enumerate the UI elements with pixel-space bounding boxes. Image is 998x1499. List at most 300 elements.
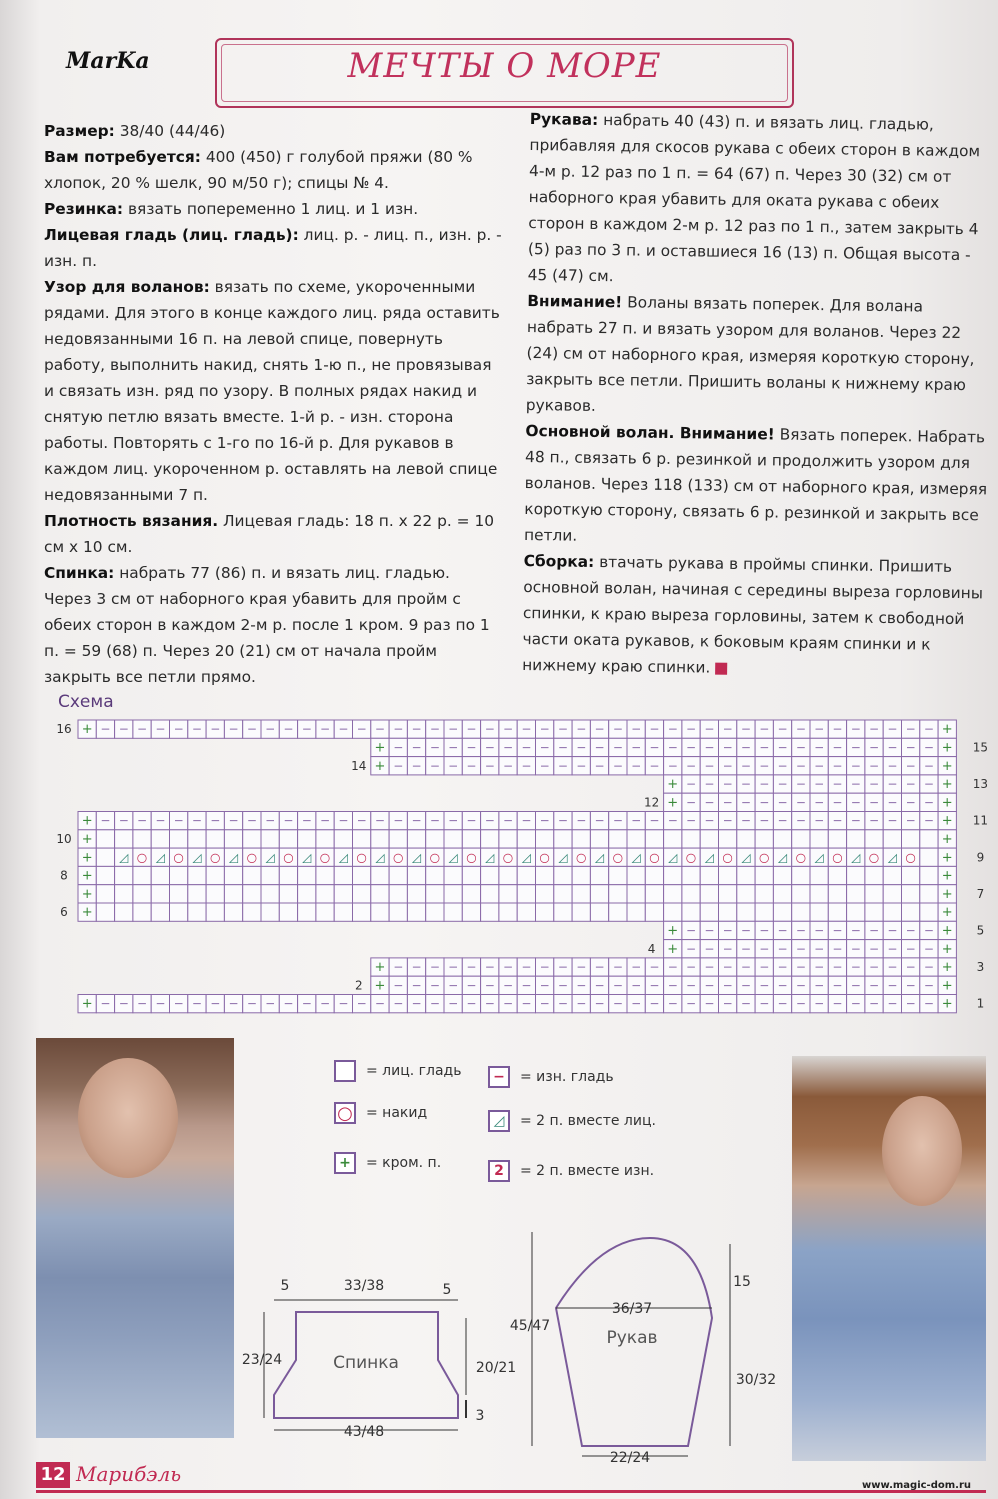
purl-stitch-icon: −	[631, 960, 642, 975]
purl-stitch-icon: −	[667, 960, 678, 975]
row-number-left: 8	[60, 868, 68, 883]
purl-stitch-icon: −	[191, 996, 202, 1011]
purl-stitch-icon: −	[905, 813, 916, 828]
purl-stitch-icon: −	[832, 941, 843, 956]
purl-stitch-icon: −	[265, 813, 276, 828]
purl-stitch-icon: −	[246, 722, 257, 737]
purl-stitch-icon: −	[466, 740, 477, 755]
edge-stitch-icon: +	[941, 886, 953, 902]
purl-stitch-icon: −	[521, 960, 532, 975]
purl-stitch-icon: −	[521, 978, 532, 993]
purl-stitch-icon: −	[686, 978, 697, 993]
paragraph-sleeves: Рукава: набрать 40 (43) п. и вязать лиц. гладью, прибавляя для скосов рукава с обеих сторон в каждом 4-м р. 12 раз по 1 п. = 64 (67) п. Через 30 (32) см от наборного края убавить для оката рукава с обеих сторон в каждом 2-м р. 12 раз по 1 п., затем закрыть 4 (5) раз по 3 п. и оставшиеся 16 (13) п. Общая высота - 45 (47) см.	[527, 109, 981, 286]
purl-stitch-icon: −	[759, 758, 770, 773]
yarn-over-icon: ○	[173, 850, 184, 865]
purl-stitch-icon: −	[631, 978, 642, 993]
edge-stitch-icon: +	[941, 795, 953, 811]
purl-stitch-icon: −	[649, 740, 660, 755]
purl-stitch-icon: −	[521, 813, 532, 828]
purl-stitch-icon: −	[759, 722, 770, 737]
purl-stitch-icon: −	[795, 722, 806, 737]
purl-stitch-icon: −	[905, 996, 916, 1011]
purl-stitch-icon: −	[722, 777, 733, 792]
purl-stitch-icon: −	[869, 941, 880, 956]
purl-stitch-icon: −	[594, 960, 605, 975]
purl-stitch-icon: −	[850, 777, 861, 792]
k2tog-icon: ◿	[228, 850, 239, 865]
purl-stitch-icon: −	[118, 813, 129, 828]
purl-stitch-icon: −	[649, 813, 660, 828]
purl-stitch-icon: −	[905, 722, 916, 737]
purl-stitch-icon: −	[429, 758, 440, 773]
purl-stitch-icon: −	[905, 941, 916, 956]
edge-stitch-icon: +	[81, 831, 93, 847]
purl-stitch-icon: −	[594, 996, 605, 1011]
purl-stitch-icon: −	[594, 813, 605, 828]
purl-stitch-icon: −	[740, 777, 751, 792]
purl-stitch-icon: −	[704, 795, 715, 810]
k2tog-icon: ◿	[594, 850, 605, 865]
row-number-left: 14	[351, 758, 367, 773]
purl-stitch-icon: −	[814, 996, 825, 1011]
purl-stitch-icon: −	[887, 813, 898, 828]
purl-stitch-icon: −	[704, 758, 715, 773]
purl-stitch-icon: −	[667, 978, 678, 993]
yarn-over-icon: ○	[868, 850, 880, 865]
purl-stitch-icon: −	[448, 722, 459, 737]
purl-stitch-icon: −	[557, 960, 568, 975]
edge-stitch-icon: +	[374, 960, 386, 976]
purl-stitch-icon: −	[466, 978, 477, 993]
purl-stitch-icon: −	[246, 813, 257, 828]
purl-stitch-icon: −	[923, 923, 934, 938]
purl-stitch-icon: −	[704, 722, 715, 737]
magazine-name: Марибэль	[76, 1462, 182, 1486]
purl-stitch-icon: −	[832, 960, 843, 975]
purl-stitch-icon: −	[722, 978, 733, 993]
purl-stitch-icon: −	[923, 722, 934, 737]
purl-stitch-icon: −	[795, 960, 806, 975]
purl-stitch-icon: −	[503, 813, 514, 828]
purl-stitch-icon: −	[466, 758, 477, 773]
p2tog-icon: 2	[488, 1160, 510, 1182]
purl-stitch-icon: −	[521, 996, 532, 1011]
purl-stitch-icon: −	[759, 795, 770, 810]
brand-logo: MarKa	[66, 48, 150, 74]
purl-stitch-icon: −	[557, 978, 568, 993]
purl-stitch-icon: −	[814, 978, 825, 993]
purl-stitch-icon: −	[777, 923, 788, 938]
purl-stitch-icon: −	[686, 813, 697, 828]
purl-stitch-icon: −	[448, 740, 459, 755]
purl-stitch-icon: −	[155, 813, 166, 828]
yarn-over-icon: ○	[539, 850, 550, 865]
purl-stitch-icon: −	[887, 923, 898, 938]
back-left-offset: 5	[280, 1278, 290, 1294]
purl-stitch-icon: −	[686, 996, 697, 1011]
purl-stitch-icon: −	[521, 722, 532, 737]
purl-stitch-icon: −	[777, 813, 788, 828]
purl-stitch-icon: −	[320, 996, 331, 1011]
purl-stitch-icon: −	[795, 795, 806, 810]
purl-stitch-icon: −	[777, 978, 788, 993]
purl-stitch-icon: −	[374, 813, 385, 828]
row-number-right: 5	[976, 923, 985, 938]
purl-stitch-icon: −	[539, 722, 550, 737]
purl-stitch-icon: −	[832, 777, 843, 792]
purl-stitch-icon: −	[137, 996, 148, 1011]
row-number-right: 3	[976, 960, 985, 975]
purl-stitch-icon: −	[923, 978, 934, 993]
purl-stitch-icon: −	[338, 813, 349, 828]
k2tog-icon: ◿	[887, 850, 897, 865]
purl-stitch-icon: −	[411, 996, 422, 1011]
edge-stitch-icon: +	[374, 758, 386, 774]
edge-stitch-icon: +	[941, 941, 953, 957]
purl-stitch-icon: −	[795, 777, 806, 792]
back-top-dim: 33/38	[343, 1278, 385, 1294]
purl-stitch-icon: −	[155, 722, 166, 737]
purl-stitch-icon: −	[667, 813, 678, 828]
purl-stitch-icon: −	[795, 813, 806, 828]
legend-p2tog: 2 = 2 п. вместе изн.	[488, 1160, 654, 1182]
paragraph-main-ruffle: Основной волан. Внимание! Вязать поперек. Набрать 48 п., связать 6 р. резинкой и продолжить узором для воланов. Через 118 (133) см от наборного края, измеряя короткую сторону, связать 6 р. резинкой и закрыть все петли.	[523, 421, 988, 545]
row-number-right: 1	[976, 996, 985, 1011]
purl-stitch-icon: −	[923, 960, 934, 975]
k2tog-icon: ◿	[851, 850, 861, 865]
paragraph-ribbing: Резинка: вязать попеременно 1 лиц. и 1 изн.	[44, 200, 419, 218]
purl-stitch-icon: −	[484, 996, 495, 1011]
edge-stitch-icon: +	[81, 905, 93, 921]
purl-stitch-icon: −	[704, 740, 715, 755]
purl-stitch-icon: −	[832, 758, 843, 773]
purl-stitch-icon: −	[631, 740, 642, 755]
k2tog-icon: ◿	[411, 850, 422, 865]
purl-stitch-icon: −	[686, 960, 697, 975]
purl-stitch-icon: −	[740, 996, 751, 1011]
yarn-over-icon: ○	[466, 850, 477, 865]
purl-stitch-icon: −	[759, 813, 770, 828]
row-number-left: 12	[643, 795, 660, 810]
row-number-left: 4	[647, 941, 656, 956]
edge-stitch-icon: +	[667, 941, 679, 957]
yarn-over-icon: ○	[612, 850, 624, 865]
purl-stitch-icon: −	[704, 813, 715, 828]
edge-stitch-icon: +	[941, 978, 953, 994]
k2tog-icon: ◿	[155, 850, 165, 865]
k2tog-icon: ◿	[488, 1110, 510, 1132]
purl-stitch-icon: −	[393, 960, 404, 975]
purl-stitch-icon: −	[594, 978, 605, 993]
k2tog-icon: ◿	[668, 850, 678, 865]
purl-stitch-icon: −	[667, 740, 678, 755]
sleeve-label: Рукав	[606, 1328, 658, 1348]
purl-stitch-icon: −	[905, 777, 916, 792]
purl-stitch-icon: −	[631, 813, 642, 828]
purl-stitch-icon: −	[503, 758, 514, 773]
purl-stitch-icon: −	[393, 978, 404, 993]
purl-stitch-icon: −	[795, 758, 806, 773]
purl-stitch-icon: −	[374, 996, 385, 1011]
purl-stitch-icon: −	[466, 996, 477, 1011]
edge-stitch-icon: +	[941, 960, 953, 976]
purl-stitch-icon: −	[777, 740, 788, 755]
yarn-over-icon: ○	[685, 850, 697, 865]
purl-stitch-icon: −	[265, 996, 276, 1011]
purl-stitch-icon: −	[923, 740, 934, 755]
purl-stitch-icon: −	[759, 978, 770, 993]
k2tog-icon: ◿	[777, 850, 788, 865]
purl-stitch-icon: −	[905, 795, 916, 810]
purl-stitch-icon: −	[649, 722, 660, 737]
purl-stitch-icon: −	[686, 722, 697, 737]
purl-stitch-icon: −	[576, 758, 587, 773]
purl-stitch-icon: −	[832, 978, 843, 993]
purl-stitch-icon: −	[649, 996, 660, 1011]
purl-stitch-icon: −	[539, 813, 550, 828]
purl-stitch-icon: −	[484, 758, 495, 773]
purl-stitch-icon: −	[832, 923, 843, 938]
paragraph-back: Спинка: набрать 77 (86) п. и вязать лиц. гладью. Через 3 см от наборного края убавить для пройм с обеих сторон в каждом 2-м р. после 1 кром. 9 раз по 1 п. = 59 (68) п. Через 20 (21) см от начала пройм закрыть все петли прямо.	[44, 564, 490, 686]
purl-stitch-icon: −	[210, 722, 221, 737]
purl-stitch-icon: −	[667, 996, 678, 1011]
purl-stitch-icon: −	[191, 813, 202, 828]
purl-stitch-icon: −	[356, 722, 367, 737]
edge-stitch-icon: +	[334, 1152, 356, 1174]
purl-stitch-icon: −	[667, 758, 678, 773]
purl-stitch-icon: −	[686, 941, 697, 956]
back-label: Спинка	[333, 1353, 399, 1373]
footer-rule	[36, 1490, 986, 1493]
edge-stitch-icon: +	[941, 813, 953, 829]
purl-stitch-icon: −	[869, 740, 880, 755]
row-number-left: 2	[354, 978, 363, 993]
purl-stitch-icon: −	[887, 722, 898, 737]
purl-stitch-icon: −	[722, 923, 733, 938]
purl-stitch-icon: −	[137, 722, 148, 737]
k2tog-icon: ◿	[375, 850, 385, 865]
k2tog-icon: ◿	[631, 850, 641, 865]
purl-stitch-icon: −	[923, 777, 934, 792]
purl-stitch-icon: −	[283, 722, 294, 737]
purl-stitch-icon: −	[740, 941, 751, 956]
yarn-over-icon: ○	[319, 850, 331, 865]
edge-stitch-icon: +	[941, 831, 953, 847]
purl-stitch-icon: −	[704, 923, 715, 938]
purl-symbol-icon: −	[488, 1066, 510, 1088]
purl-stitch-icon: −	[704, 941, 715, 956]
k2tog-icon: ◿	[558, 850, 568, 865]
purl-stitch-icon: −	[503, 996, 514, 1011]
purl-stitch-icon: −	[393, 740, 404, 755]
legend-k2tog: ◿ = 2 п. вместе лиц.	[488, 1110, 656, 1132]
k2tog-icon: ◿	[704, 850, 714, 865]
purl-stitch-icon: −	[759, 740, 770, 755]
purl-stitch-icon: −	[448, 960, 459, 975]
purl-stitch-icon: −	[832, 795, 843, 810]
purl-stitch-icon: −	[228, 996, 239, 1011]
purl-stitch-icon: −	[137, 813, 148, 828]
purl-stitch-icon: −	[795, 923, 806, 938]
row-number-right: 11	[972, 813, 989, 828]
purl-stitch-icon: −	[100, 722, 111, 737]
yarn-over-icon: ○	[722, 850, 733, 865]
purl-stitch-icon: −	[320, 813, 331, 828]
purl-stitch-icon: −	[759, 923, 770, 938]
purl-stitch-icon: −	[869, 777, 880, 792]
purl-stitch-icon: −	[686, 777, 697, 792]
legend-yarn-over: ○ = накид	[334, 1102, 427, 1124]
purl-stitch-icon: −	[612, 758, 623, 773]
purl-stitch-icon: −	[686, 795, 697, 810]
edge-stitch-icon: +	[374, 978, 386, 994]
yarn-over-icon: ○	[210, 850, 221, 865]
edge-stitch-icon: +	[941, 923, 953, 939]
purl-stitch-icon: −	[722, 740, 733, 755]
purl-stitch-icon: −	[429, 813, 440, 828]
purl-stitch-icon: −	[631, 996, 642, 1011]
page-number: 12	[36, 1462, 70, 1488]
purl-stitch-icon: −	[539, 978, 550, 993]
purl-stitch-icon: −	[814, 758, 825, 773]
purl-stitch-icon: −	[173, 996, 184, 1011]
purl-stitch-icon: −	[557, 996, 568, 1011]
purl-stitch-icon: −	[814, 813, 825, 828]
purl-stitch-icon: −	[210, 813, 221, 828]
paragraph-assembly: Сборка: втачать рукава в проймы спинки. Пришить основной волан, начиная с середины выреза горловины спинки, к краю выреза горловины, затем к свободной части оката рукавов, к боковым краям спинки и к нижнему краю спинки.	[522, 551, 984, 677]
k2tog-icon: ◿	[448, 850, 458, 865]
purl-stitch-icon: −	[905, 960, 916, 975]
purl-stitch-icon: −	[301, 996, 312, 1011]
purl-stitch-icon: −	[265, 722, 276, 737]
purl-stitch-icon: −	[850, 722, 861, 737]
legend-edge-stitch: + = кром. п.	[334, 1152, 441, 1174]
yarn-over-icon: ○	[649, 850, 660, 865]
purl-stitch-icon: −	[576, 996, 587, 1011]
purl-stitch-icon: −	[429, 722, 440, 737]
purl-stitch-icon: −	[594, 758, 605, 773]
purl-stitch-icon: −	[484, 978, 495, 993]
purl-stitch-icon: −	[448, 996, 459, 1011]
purl-stitch-icon: −	[521, 740, 532, 755]
purl-stitch-icon: −	[850, 740, 861, 755]
purl-stitch-icon: −	[704, 978, 715, 993]
purl-stitch-icon: −	[722, 722, 733, 737]
purl-stitch-icon: −	[173, 722, 184, 737]
edge-stitch-icon: +	[81, 868, 93, 884]
purl-stitch-icon: −	[576, 960, 587, 975]
row-number-right: 15	[972, 740, 989, 755]
purl-stitch-icon: −	[869, 813, 880, 828]
k2tog-icon: ◿	[265, 850, 275, 865]
purl-stitch-icon: −	[411, 758, 422, 773]
purl-stitch-icon: −	[795, 941, 806, 956]
k2tog-icon: ◿	[302, 850, 312, 865]
yarn-over-icon: ○	[136, 850, 148, 865]
purl-stitch-icon: −	[740, 813, 751, 828]
purl-stitch-icon: −	[850, 960, 861, 975]
purl-stitch-icon: −	[466, 813, 477, 828]
site-watermark: www.magic-dom.ru	[862, 1480, 972, 1491]
purl-stitch-icon: −	[850, 758, 861, 773]
purl-stitch-icon: −	[228, 813, 239, 828]
paragraph-materials: Вам потребуется: 400 (450) г голубой пряжи (80 % хлопок, 20 % шелк, 90 м/50 г); спицы № 4.	[44, 148, 473, 192]
purl-stitch-icon: −	[393, 996, 404, 1011]
purl-stitch-icon: −	[210, 996, 221, 1011]
purl-stitch-icon: −	[869, 960, 880, 975]
purl-stitch-icon: −	[356, 813, 367, 828]
purl-stitch-icon: −	[777, 777, 788, 792]
purl-stitch-icon: −	[814, 960, 825, 975]
purl-stitch-icon: −	[557, 758, 568, 773]
purl-stitch-icon: −	[612, 813, 623, 828]
purl-stitch-icon: −	[686, 740, 697, 755]
purl-stitch-icon: −	[740, 960, 751, 975]
sleeve-bottom-dim: 22/24	[609, 1450, 651, 1466]
purl-stitch-icon: −	[759, 960, 770, 975]
purl-stitch-icon: −	[740, 923, 751, 938]
purl-stitch-icon: −	[722, 941, 733, 956]
purl-stitch-icon: −	[539, 740, 550, 755]
edge-stitch-icon: +	[374, 740, 386, 756]
k2tog-icon: ◿	[814, 850, 824, 865]
purl-stitch-icon: −	[576, 740, 587, 755]
purl-stitch-icon: −	[740, 795, 751, 810]
purl-stitch-icon: −	[814, 941, 825, 956]
purl-stitch-icon: −	[832, 996, 843, 1011]
purl-stitch-icon: −	[594, 740, 605, 755]
edge-stitch-icon: +	[941, 905, 953, 921]
purl-stitch-icon: −	[905, 740, 916, 755]
edge-stitch-icon: +	[941, 850, 953, 866]
purl-stitch-icon: −	[612, 996, 623, 1011]
yarn-over-icon: ○	[246, 850, 258, 865]
purl-stitch-icon: −	[923, 996, 934, 1011]
paragraph-stockinette: Лицевая гладь (лиц. гладь): лиц. р. - лиц. п., изн. р. - изн. п.	[44, 226, 502, 270]
purl-stitch-icon: −	[557, 722, 568, 737]
purl-stitch-icon: −	[649, 758, 660, 773]
purl-stitch-icon: −	[722, 795, 733, 810]
paragraph-gauge: Плотность вязания. Лицевая гладь: 18 п. х 22 р. = 10 см х 10 см.	[44, 512, 495, 556]
purl-stitch-icon: −	[887, 960, 898, 975]
yarn-over-icon: ○	[759, 850, 770, 865]
edge-stitch-icon: +	[667, 923, 679, 939]
row-number-right: 7	[976, 886, 985, 901]
purl-stitch-icon: −	[576, 722, 587, 737]
purl-stitch-icon: −	[484, 740, 495, 755]
purl-stitch-icon: −	[356, 996, 367, 1011]
legend-knit: = лиц. гладь	[334, 1060, 461, 1082]
purl-stitch-icon: −	[320, 722, 331, 737]
purl-stitch-icon: −	[887, 996, 898, 1011]
purl-stitch-icon: −	[173, 813, 184, 828]
purl-stitch-icon: −	[631, 758, 642, 773]
purl-stitch-icon: −	[722, 960, 733, 975]
purl-stitch-icon: −	[338, 996, 349, 1011]
purl-stitch-icon: −	[777, 795, 788, 810]
purl-stitch-icon: −	[429, 960, 440, 975]
purl-stitch-icon: −	[612, 722, 623, 737]
sleeve-cap-dim: 15	[733, 1274, 751, 1290]
purl-stitch-icon: −	[887, 795, 898, 810]
purl-stitch-icon: −	[850, 941, 861, 956]
purl-stitch-icon: −	[814, 777, 825, 792]
purl-stitch-icon: −	[923, 758, 934, 773]
purl-stitch-icon: −	[301, 813, 312, 828]
k2tog-icon: ◿	[338, 850, 348, 865]
k2tog-icon: ◿	[521, 850, 531, 865]
purl-stitch-icon: −	[795, 996, 806, 1011]
